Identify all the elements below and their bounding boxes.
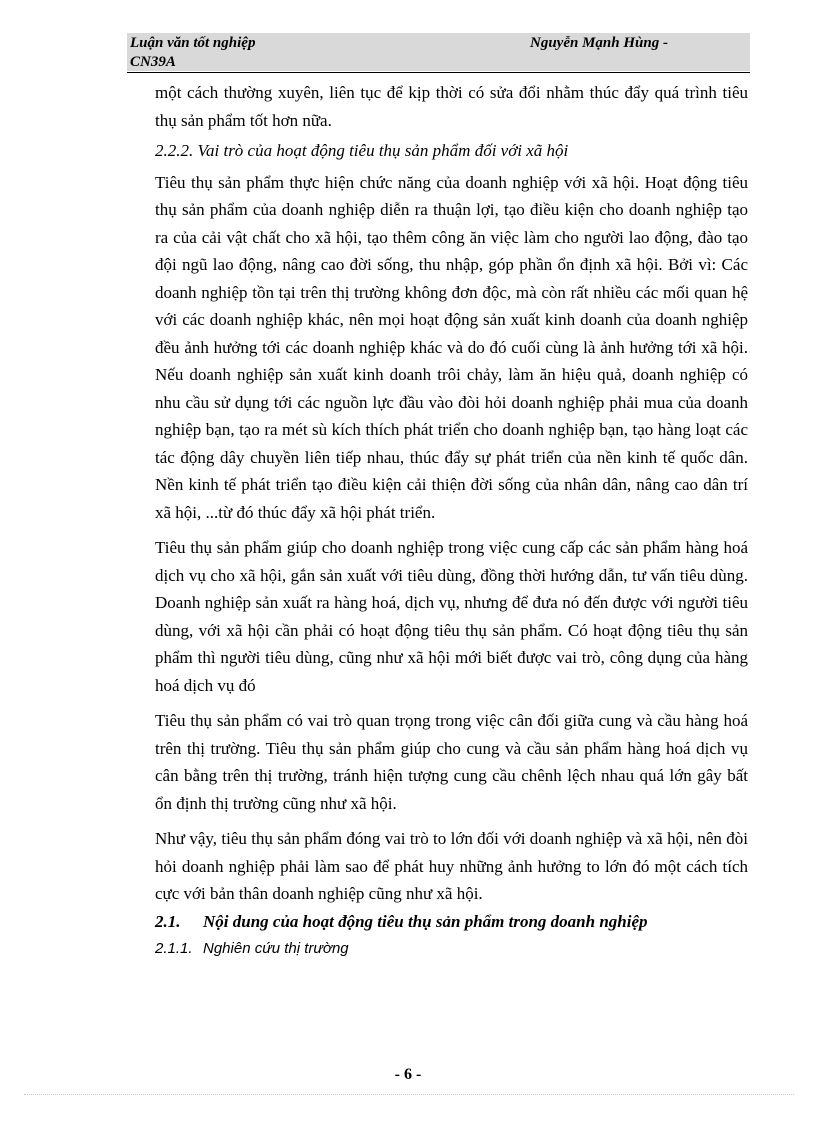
section-heading-2-1-1-text: Nghiên cứu thị trường bbox=[203, 940, 349, 957]
header-class: CN39A bbox=[130, 54, 176, 70]
paragraph-4-text: Như vậy, tiêu thụ sản phẩm đóng vai trò to lớn đối với doanh nghiệp và xã hội, nên đòi hỏi doanh nghiệp phải làm sao để phát huy những ảnh hưởng to lớn đó một cách tích cực với bản thân doanh nghiệp cũng như xã hội. bbox=[155, 829, 748, 903]
running-header bbox=[127, 33, 750, 71]
section-heading-2-1 bbox=[155, 908, 748, 936]
paragraph-4 bbox=[155, 825, 748, 908]
footer-divider bbox=[24, 1094, 794, 1095]
section-heading-2-1-number: 2.1. bbox=[155, 911, 181, 931]
paragraph-1 bbox=[155, 169, 748, 527]
paragraph-3 bbox=[155, 707, 748, 817]
section-heading-2-1-1 bbox=[155, 935, 748, 963]
header-thesis-title: Luận văn tốt nghiệp bbox=[130, 35, 256, 51]
paragraph-3-text: Tiêu thụ sản phẩm có vai trò quan trọng trong việc cân đối giữa cung và cầu hàng hoá trên thị trường. Tiêu thụ sản phẩm giúp cho cung và cầu sản phẩm hàng hoá dịch vụ cân bằng trên thị trường, tránh hiện tượng cung cầu chênh lệch nhau quá lớn gây bất ổn định thị trường cũng như xã hội. bbox=[155, 711, 748, 813]
paragraph-2 bbox=[155, 534, 748, 699]
section-heading-2-2-2: 2.2.2. Vai trò của hoạt động tiêu thụ sản phẩm đối với xã hội bbox=[155, 141, 569, 160]
section-heading-2-1-text: Nội dung của hoạt động tiêu thụ sản phẩm trong doanh nghiệp bbox=[203, 911, 648, 931]
page-number: - 6 - bbox=[394, 1066, 422, 1083]
document-body bbox=[155, 79, 748, 963]
paragraph-2-text: Tiêu thụ sản phẩm giúp cho doanh nghiệp trong việc cung cấp các sản phẩm hàng hoá dịch vụ cho xã hội, gắn sản xuất với tiêu dùng, đồng thời hướng dẫn, tư vấn tiêu dùng. Doanh nghiệp sản xuất ra hàng hoá, dịch vụ, nhưng để đưa nó đến được với người tiêu dùng, với xã hội cần phải có hoạt động tiêu thụ sản phẩm. Có hoạt động tiêu thụ sản phẩm thì người tiêu dùng, cũng như xã hội mới biết được vai trò, công dụng của hàng hoá dịch vụ đó bbox=[155, 538, 748, 695]
continued-paragraph: một cách thường xuyên, liên tục để kịp thời có sửa đổi nhằm thúc đẩy quá trình tiêu thụ sản phẩm tốt hơn nữa. bbox=[155, 83, 748, 130]
header-divider bbox=[127, 72, 750, 73]
section-heading-2-1-1-number: 2.1.1. bbox=[155, 940, 193, 957]
header-author: Nguyễn Mạnh Hùng - bbox=[530, 35, 668, 51]
paragraph-1-text: Tiêu thụ sản phẩm thực hiện chức năng của doanh nghiệp với xã hội. Hoạt động tiêu thụ sản phẩm của doanh nghiệp diễn ra thuận lợi, tạo điều kiện cho doanh nghiệp tạo ra của cải vật chất cho xã hội, tạo thêm công ăn việc làm cho người lao động, đào tạo đội ngũ lao động, nâng cao đời sống, thu nhập, góp phần ổn định xã hội. Bởi vì: Các doanh nghiệp tồn tại trên thị trường không đơn độc, mà còn rất nhiều các mối quan hệ với các doanh nghiệp khác, nên mọi hoạt động sản xuất kinh doanh của doanh nghiệp đều ảnh hưởng tới các doanh nghiệp khác và do đó cuối cùng là ảnh hưởng tới xã hội. Nếu doanh nghiệp sản xuất kinh doanh trôi chảy, làm ăn hiệu quả, doanh nghiệp có nhu cầu sử dụng tới các nguồn lực đầu vào đòi hỏi doanh nghiệp phải mua của doanh nghiệp bạn, tạo ra mét sù kích thích phát triển cho doanh nghiệp bạn, tạo hàng loạt các tác động dây chuyền liên tiếp nhau, thúc đẩy sự phát triển của nền kinh tế quốc dân. Nền kinh tế phát triển tạo điều kiện cải thiện đời sống của nhân dân, nâng cao dân trí xã hội, ...từ đó thúc đẩy xã hội phát triển. bbox=[155, 172, 748, 522]
